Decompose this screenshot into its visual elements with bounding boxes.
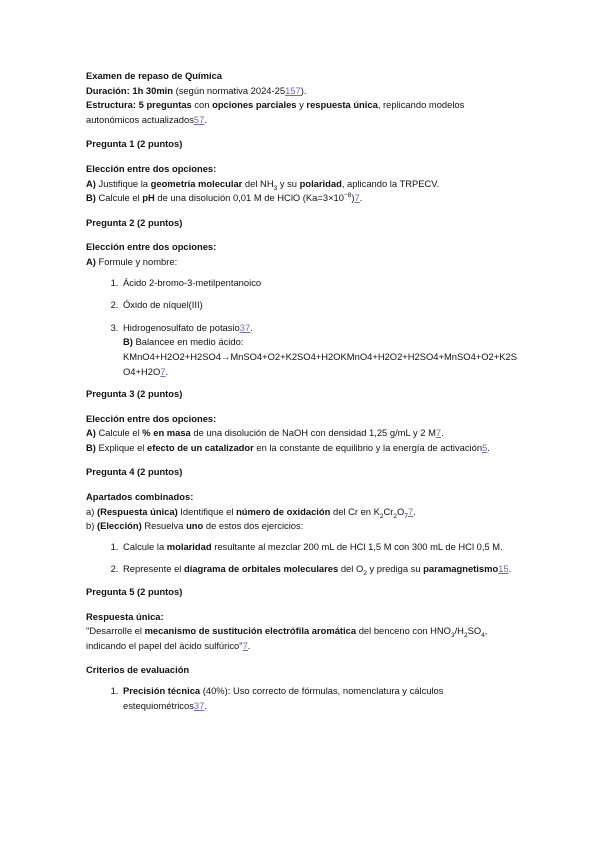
exam-title: Examen de repaso de Química — [86, 70, 222, 81]
question-1-option-b: B) Calcule el pH de una disolución 0,01 M de HClO $(Ka=3\times 10^{-8})7$. — [86, 192, 363, 204]
question-3-option-a: A) Calcule el % en masa de una disolución de NaOH con densidad 1,25 g/mL y 2 M7. — [86, 427, 444, 439]
reference-link[interactable]: 7 — [160, 365, 166, 377]
reference-link[interactable]: 5 — [482, 441, 488, 453]
question-3-type: Elección entre dos opciones: — [86, 412, 217, 424]
question-1-option-a: A) Justifique la geometría molecular del $NH_3$ y su polaridad, aplicando la TRPECV. — [86, 177, 440, 192]
list-item: 2. Represente el diagrama de orbitales moleculares del $O_2$ y prediga su paramagnetismo15. — [121, 562, 518, 577]
list-item: 1. Precisión técnica (40%): Uso correcto de fórmulas, nomenclatura y cálculos estequiométricos37. — [121, 684, 518, 713]
question-2-list — [86, 276, 518, 380]
question-4-part-b: b) (Elección) Resuelva uno de estos dos ejercicios: — [86, 520, 304, 532]
criteria-title: Criterios de evaluación — [86, 664, 190, 676]
reference-link[interactable]: 7 — [242, 639, 248, 651]
question-2-type: Elección entre dos opciones: — [86, 241, 217, 253]
reference-link[interactable]: 15 — [498, 563, 509, 575]
question-1-type: Elección entre dos opciones: — [86, 162, 217, 174]
structure-line: Estructura: 5 preguntas con opciones parciales y respuesta única, replicando modelos autonómicos actualizados57. — [86, 99, 465, 125]
criteria-list — [86, 684, 518, 713]
question-5-statement: "Desarrolle el mecanismo de sustitución electrófila aromática del benceno con $HNO_3/H_2SO_4$, indicando el papel del ácido sulfúrico"7. — [86, 625, 488, 651]
reference-link[interactable]: 7 — [435, 427, 442, 439]
question-2-title: Pregunta 2 (2 puntos) — [86, 216, 183, 228]
exam-content — [86, 69, 518, 721]
question-4-type: Apartados combinados: — [86, 491, 194, 503]
list-item: 3. Hidrogenosulfato de potasio37. B) Balancee en medio ácido: KMnO4+H2O2+H2SO4→MnSO4+O2+K2SO4+H2OKMnO4+H2O2+H2SO4+MnSO4+O2+K2SO4+H2O7. — [121, 321, 518, 379]
question-3-option-b: B) Explique el efecto de un catalizador en la constante de equilibrio y la energía de activación5. — [86, 441, 490, 453]
reference-link[interactable]: 57 — [193, 113, 205, 125]
question-5-type: Respuesta única: — [86, 610, 164, 622]
question-4-list — [86, 540, 518, 577]
question-4-part-a: a) (Respuesta única) Identifique el número de oxidación del Cr en $K_2Cr_2O_77$. — [86, 505, 416, 520]
list-item: 1. Ácido 2-bromo-3-metilpentanoico — [121, 276, 518, 291]
reference-link[interactable]: 37 — [239, 321, 251, 333]
question-2-option-a: A) Formule y nombre: — [86, 255, 178, 267]
reference-link[interactable]: 7 — [407, 505, 414, 517]
redox-equation: KMnO4+H2O2+H2SO4→MnSO4+O2+K2SO4+H2OKMnO4+H2O2+H2SO4+MnSO4+O2+K2SO4+H2O — [123, 350, 517, 377]
question-5-title: Pregunta 5 (2 puntos) — [86, 586, 183, 598]
reference-link[interactable]: 157 — [285, 84, 301, 96]
question-3-title: Pregunta 3 (2 puntos) — [86, 388, 183, 400]
reference-link[interactable]: 37 — [193, 699, 205, 711]
list-item: 2. Óxido de níquel(III) — [121, 298, 518, 313]
duration-line: Duración: 1h 30min (según normativa 2024-25157). — [86, 84, 307, 96]
question-4-title: Pregunta 4 (2 puntos) — [86, 466, 183, 478]
list-item: 1. Calcule la molaridad resultante al mezclar 200 mL de HCl 1,5 M con 300 mL de HCl 0,5 M. — [121, 540, 518, 555]
reference-link[interactable]: 7 — [354, 192, 360, 204]
question-1-title: Pregunta 1 (2 puntos) — [86, 138, 183, 150]
